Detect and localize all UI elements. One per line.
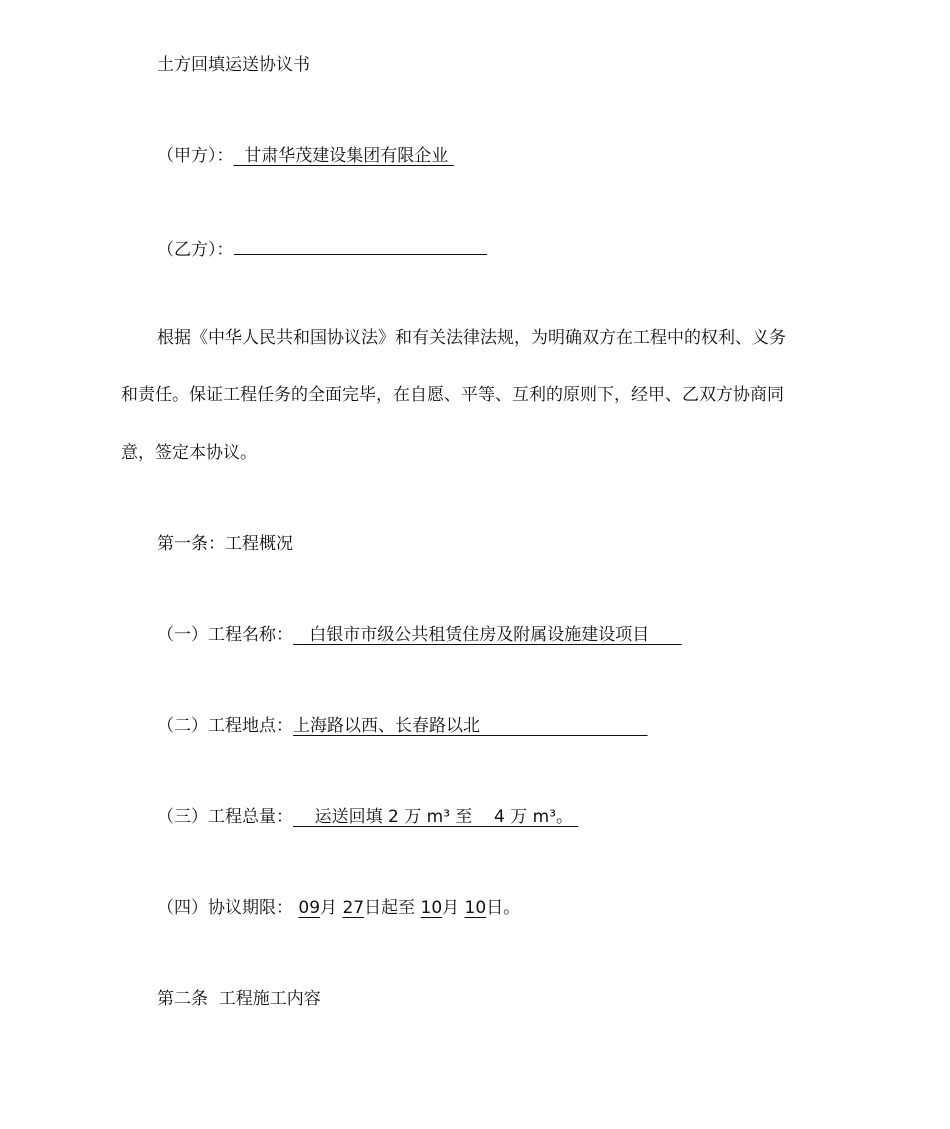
preamble-line-3: 意，签定本协议。 (121, 443, 257, 463)
document-title: 土方回填运送协议书 (157, 55, 310, 75)
project-name-label: （一）工程名称： (157, 625, 293, 645)
end-month-unit: 月 (442, 898, 460, 918)
preamble-line-2: 和责任。保证工程任务的全面完毕，在自愿、平等、互利的原则下，经甲、乙双方协商同 (121, 385, 784, 405)
end-text: 日。 (486, 898, 521, 918)
article-2-heading: 第二条 工程施工内容 (157, 989, 321, 1009)
party-b-row (157, 236, 487, 261)
start-month-unit: 月 (320, 898, 338, 918)
party-a-name: 甘肃华茂建设集团有限企业 (233, 146, 454, 166)
article-1-heading: 第一条：工程概况 (157, 534, 293, 554)
from-to-text: 日起至 (364, 898, 416, 918)
project-quantity-label: （三）工程总量： (157, 807, 293, 827)
project-name-row (157, 624, 682, 646)
party-a-label: （甲方）： (157, 146, 234, 166)
end-month: 10 (420, 898, 443, 918)
preamble-line-1: 根据《中华人民共和国协议法》和有关法律法规，为明确双方在工程中的权利、义务 (157, 328, 786, 348)
project-name-value: 白银市市级公共租赁住房及附属设施建设项目 (293, 625, 682, 645)
project-location-value: 上海路以西、长春路以北 (293, 716, 648, 736)
party-b-label: （乙方）： (157, 240, 234, 260)
party-b-blank (234, 236, 487, 255)
project-location-row (157, 715, 648, 737)
start-day: 27 (342, 898, 365, 918)
project-quantity-row (157, 806, 578, 828)
contract-period-row (157, 897, 520, 919)
contract-period-label: （四）协议期限： (157, 898, 293, 918)
party-a-row (157, 145, 454, 167)
project-location-label: （二）工程地点： (157, 716, 293, 736)
end-day: 10 (464, 898, 487, 918)
start-month: 09 (298, 898, 321, 918)
project-quantity-value: 运送回填 2 万 m³ 至 4 万 m³。 (293, 807, 579, 827)
